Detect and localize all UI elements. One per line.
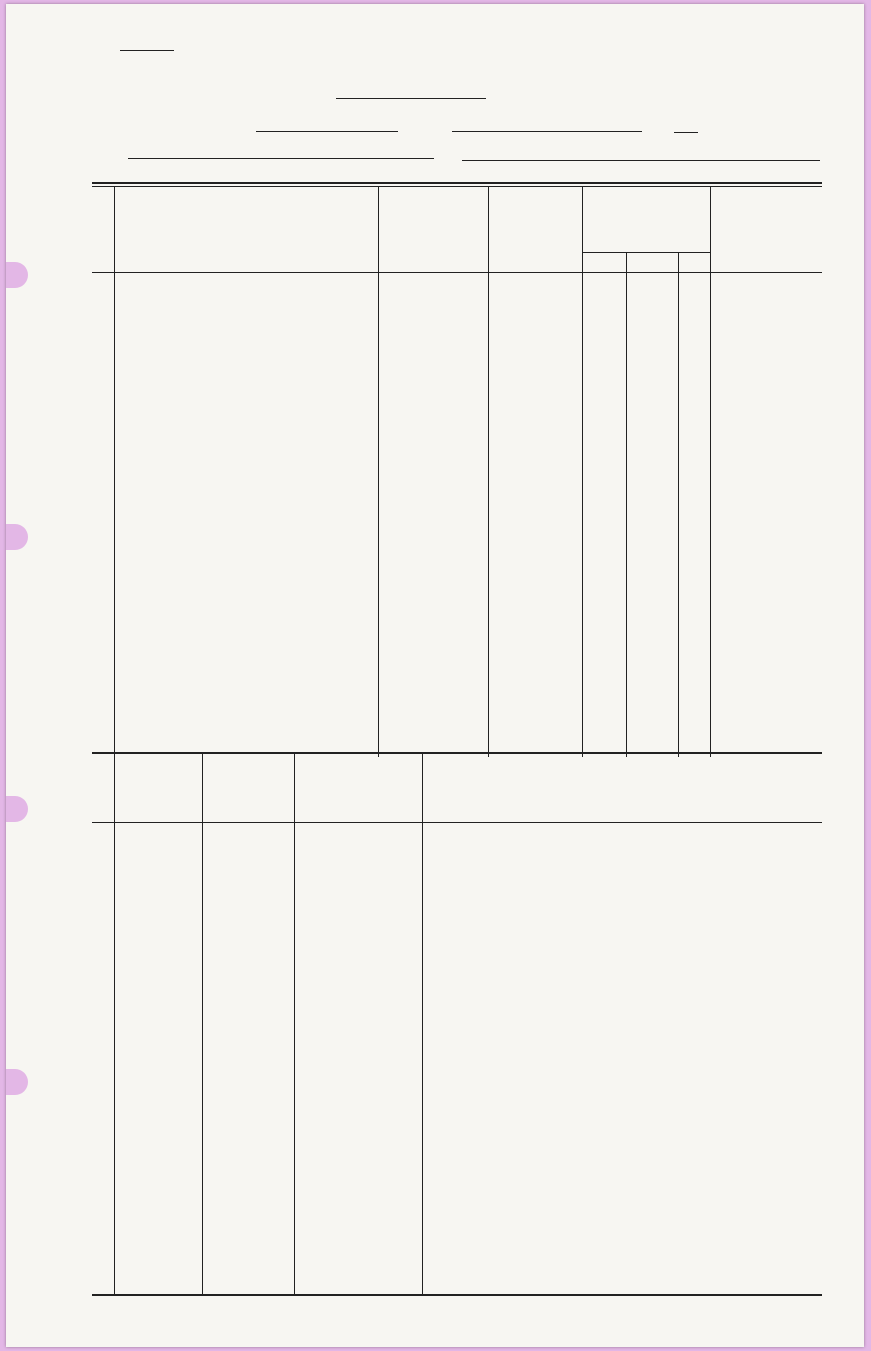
day-value xyxy=(256,131,398,132)
month-value xyxy=(452,131,642,132)
year-value xyxy=(674,132,698,133)
document-page xyxy=(6,4,864,1347)
punch-hole xyxy=(6,796,28,822)
punch-hole xyxy=(6,524,28,550)
punch-hole xyxy=(6,262,28,288)
page-number xyxy=(120,50,174,51)
ship-name xyxy=(336,98,486,99)
from-value xyxy=(128,158,434,159)
to-value xyxy=(462,160,820,161)
punch-hole xyxy=(6,1069,28,1095)
